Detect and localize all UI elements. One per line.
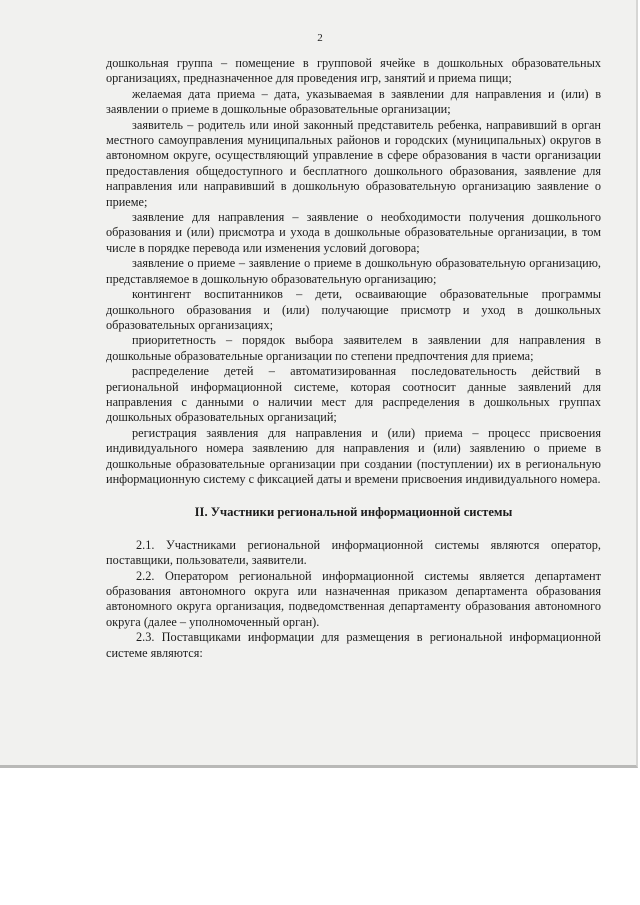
definition-paragraph: контингент воспитанников – дети, осваивающие образовательные программы дошкольного образования и (или) получающие присмотр и уход в дошкольных образовательных организациях; xyxy=(106,287,601,332)
section-paragraph: 2.1. Участниками региональной информационной системы являются оператор, поставщики, пользователи, заявители. xyxy=(106,537,601,568)
definition-paragraph: дошкольная группа – помещение в групповой ячейке в дошкольных образовательных организациях, предназначенное для проведения игр, занятий и приема пищи; xyxy=(106,56,601,86)
definition-paragraph: заявление о приеме – заявление о приеме в дошкольную образовательную организацию, представляемое в дошкольную образовательную организацию; xyxy=(106,256,601,286)
section-paragraph: 2.2. Оператором региональной информационной системы является департамент образования автономного округа или назначенная приказом департамента образования автономного округа организация, подведомственная департаменту образования автономного округа (далее – уполномоченный орган). xyxy=(106,568,601,629)
definition-paragraph: заявитель – родитель или иной законный представитель ребенка, направивший в орган местного самоуправления муниципальных районов и городских (муниципальных) округов в автономном округе, осуществляющий управление в сфере образования в части организации предоставления общедоступного и бесплатного дошкольного образования, заявление для направления или направивший в дошкольную образовательную организацию заявление о приеме; xyxy=(106,117,601,209)
definition-paragraph: распределение детей – автоматизированная последовательность действий в региональной информационной системе, которая соотносит данные заявлений для направления с данными о наличии мест для распределения в дошкольных группах дошкольных образовательных организаций; xyxy=(106,364,601,425)
section-paragraph: 2.3. Поставщиками информации для размещения в региональной информационной системе являются: xyxy=(106,630,601,660)
page-number: 2 xyxy=(317,32,323,44)
definition-paragraph: регистрация заявления для направления и (или) приема – процесс присвоения индивидуального номера заявлению для направления и (или) заявлению о приеме в дошкольные образовательные организации при создании (поступлении) их в региональную информационную систему с фиксацией даты и времени присвоения индивидуального номера. xyxy=(106,425,601,486)
definition-paragraph: желаемая дата приема – дата, указываемая в заявлении для направления и (или) в заявлении о приеме в дошкольные образовательные организации; xyxy=(106,86,601,117)
definition-paragraph: приоритетность – порядок выбора заявителем в заявлении для направления в дошкольные образовательные организации по степени предпочтения для приема; xyxy=(106,333,601,363)
section-heading: II. Участники региональной информационной системы xyxy=(194,505,513,520)
page-body xyxy=(106,56,601,661)
definition-paragraph: заявление для направления – заявление о необходимости получения дошкольного образования и (или) присмотра и ухода в дошкольные образовательные организации, в том числе в порядке перевода или изменения условий договора; xyxy=(106,210,601,255)
